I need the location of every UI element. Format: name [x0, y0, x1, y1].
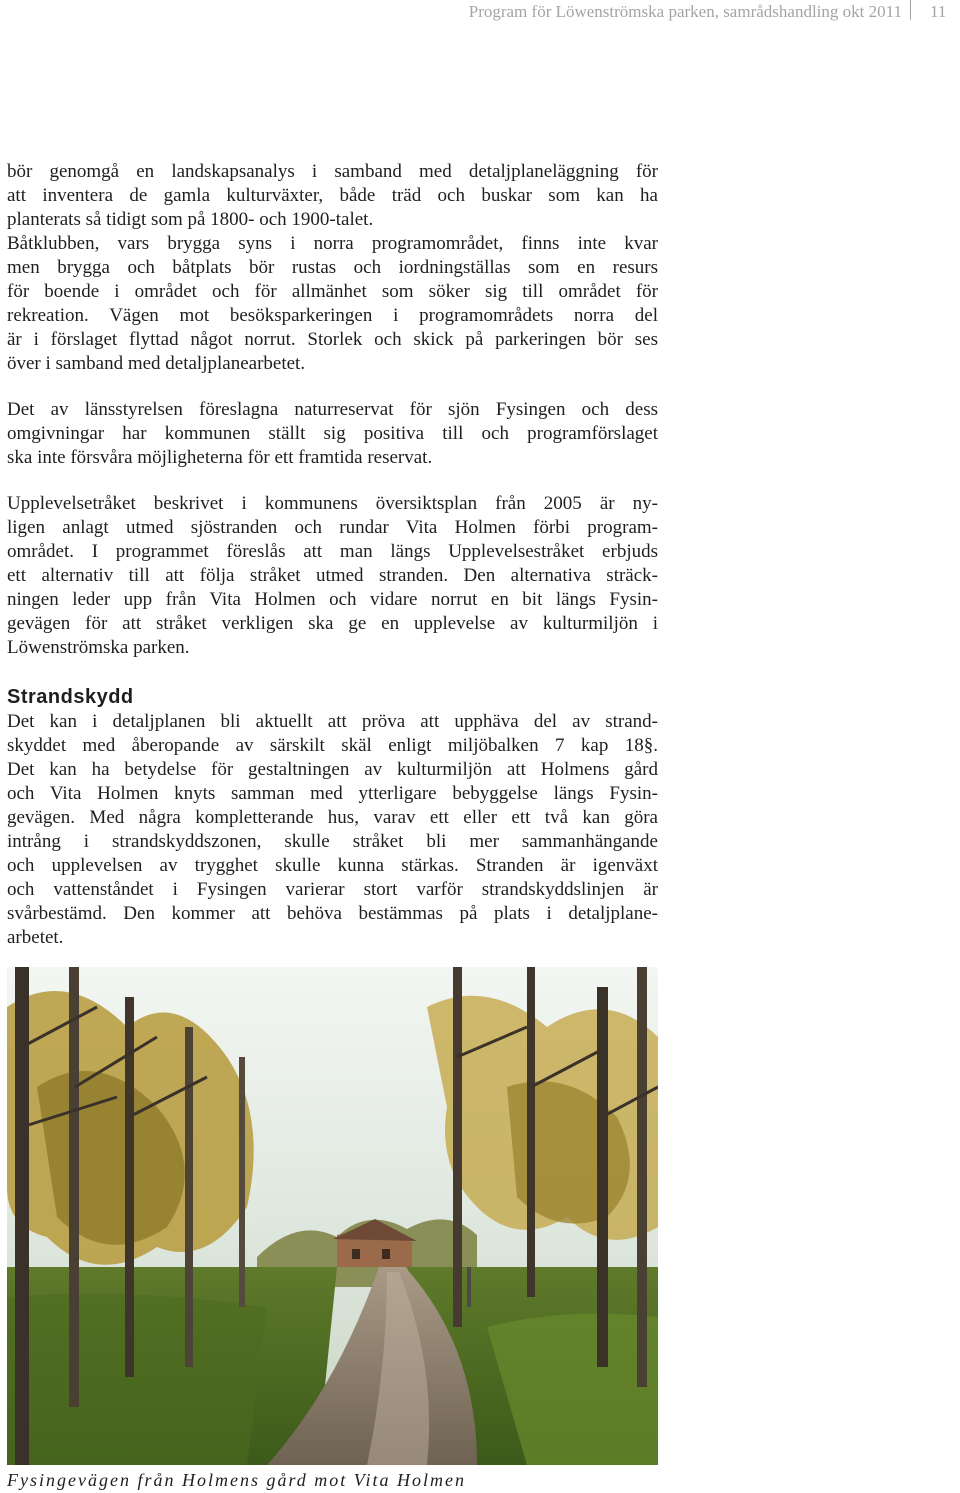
text-line: bör genomgå en landskapsanalys i samband med detaljplaneläggning för: [7, 161, 658, 182]
text-line: Båtklubben, vars brygga syns i norra programområdet, finns inte kvar: [7, 233, 658, 254]
section-heading: Strandskydd: [7, 686, 134, 708]
text-line: planterats så tidigt som på 1800- och 1900-talet.: [7, 209, 374, 230]
text-line: för boende i området och för allmänhet som söker sig till området för: [7, 281, 658, 302]
photo-caption: Fysingevägen från Holmens gård mot Vita Holmen: [7, 1470, 466, 1490]
paragraph-trail: [7, 492, 658, 660]
text-line: ningen leder upp från Vita Holmen och vidare norrut en bit längs Fysin-: [7, 589, 658, 610]
text-line: omgivningar har kommunen ställt sig positiva till och programförslaget: [7, 423, 658, 444]
text-line: ligen anlagt utmed sjöstranden och rundar Vita Holmen förbi program-: [7, 517, 658, 538]
text-line: är i förslaget flyttad något norrut. Storlek och skick på parkeringen bör ses: [7, 329, 658, 350]
text-line: gevägen för att stråket verkligen ska ge en upplevelse av kulturmiljön i: [7, 613, 658, 634]
road-photo: [7, 967, 658, 1465]
document-title: Program för Löwenströmska parken, samrådshandling okt 2011: [468, 2, 902, 21]
text-line: området. I programmet föreslås att man längs Upplevelsestråket erbjuds: [7, 541, 658, 562]
text-line: Upplevelsetråket beskrivet i kommunens översiktsplan från 2005 är ny-: [7, 493, 658, 514]
paragraph-shore-protection: [7, 710, 658, 950]
text-line: och Vita Holmen knyts samman med ytterligare bebyggelse längs Fysin-: [7, 783, 658, 804]
paragraph-landscape: [7, 160, 658, 376]
text-line: gevägen. Med några kompletterande hus, varav ett eller ett två kan göra: [7, 807, 658, 828]
text-line: och vattenståndet i Fysingen varierar stort varför strandskyddslinjen är: [7, 879, 658, 900]
page-number: 11: [930, 2, 947, 21]
text-line: ett alternativ till att följa stråket utmed stranden. Den alternativa sträck-: [7, 565, 658, 586]
text-line: och upplevelsen av trygghet skulle kunna stärkas. Stranden är igenväxt: [7, 855, 658, 876]
paragraph-reserve: [7, 398, 658, 470]
text-line: att inventera de gamla kulturväxter, både träd och buskar som kan ha: [7, 185, 658, 206]
text-line: intrång i strandskyddszonen, skulle stråket bli mer sammanhängande: [7, 831, 658, 852]
body-text: [7, 160, 658, 950]
text-line: men brygga och båtplats bör rustas och iordningställas som en resurs: [7, 257, 658, 278]
text-line: över i samband med detaljplanearbetet.: [7, 353, 306, 374]
text-line: Löwenströmska parken.: [7, 637, 190, 658]
text-line: rekreation. Vägen mot besöksparkeringen i programområdets norra del: [7, 305, 658, 326]
text-line: Det av länsstyrelsen föreslagna naturreservat för sjön Fysingen och dess: [7, 399, 658, 420]
text-line: Det kan ha betydelse för gestaltningen av kulturmiljön att Holmens gård: [7, 759, 658, 780]
page-header: [0, 0, 960, 28]
text-line: svårbestämd. Den kommer att behöva bestämmas på plats i detaljplane-: [7, 903, 658, 924]
text-line: arbetet.: [7, 927, 64, 948]
text-line: ska inte försvåra möjligheterna för ett framtida reservat.: [7, 447, 433, 468]
header-divider: [910, 0, 911, 20]
text-line: skyddet med åberopande av särskilt skäl enligt miljöbalken 7 kap 18§.: [7, 735, 658, 756]
text-line: Det kan i detaljplanen bli aktuellt att pröva att upphäva del av strand-: [7, 711, 658, 732]
